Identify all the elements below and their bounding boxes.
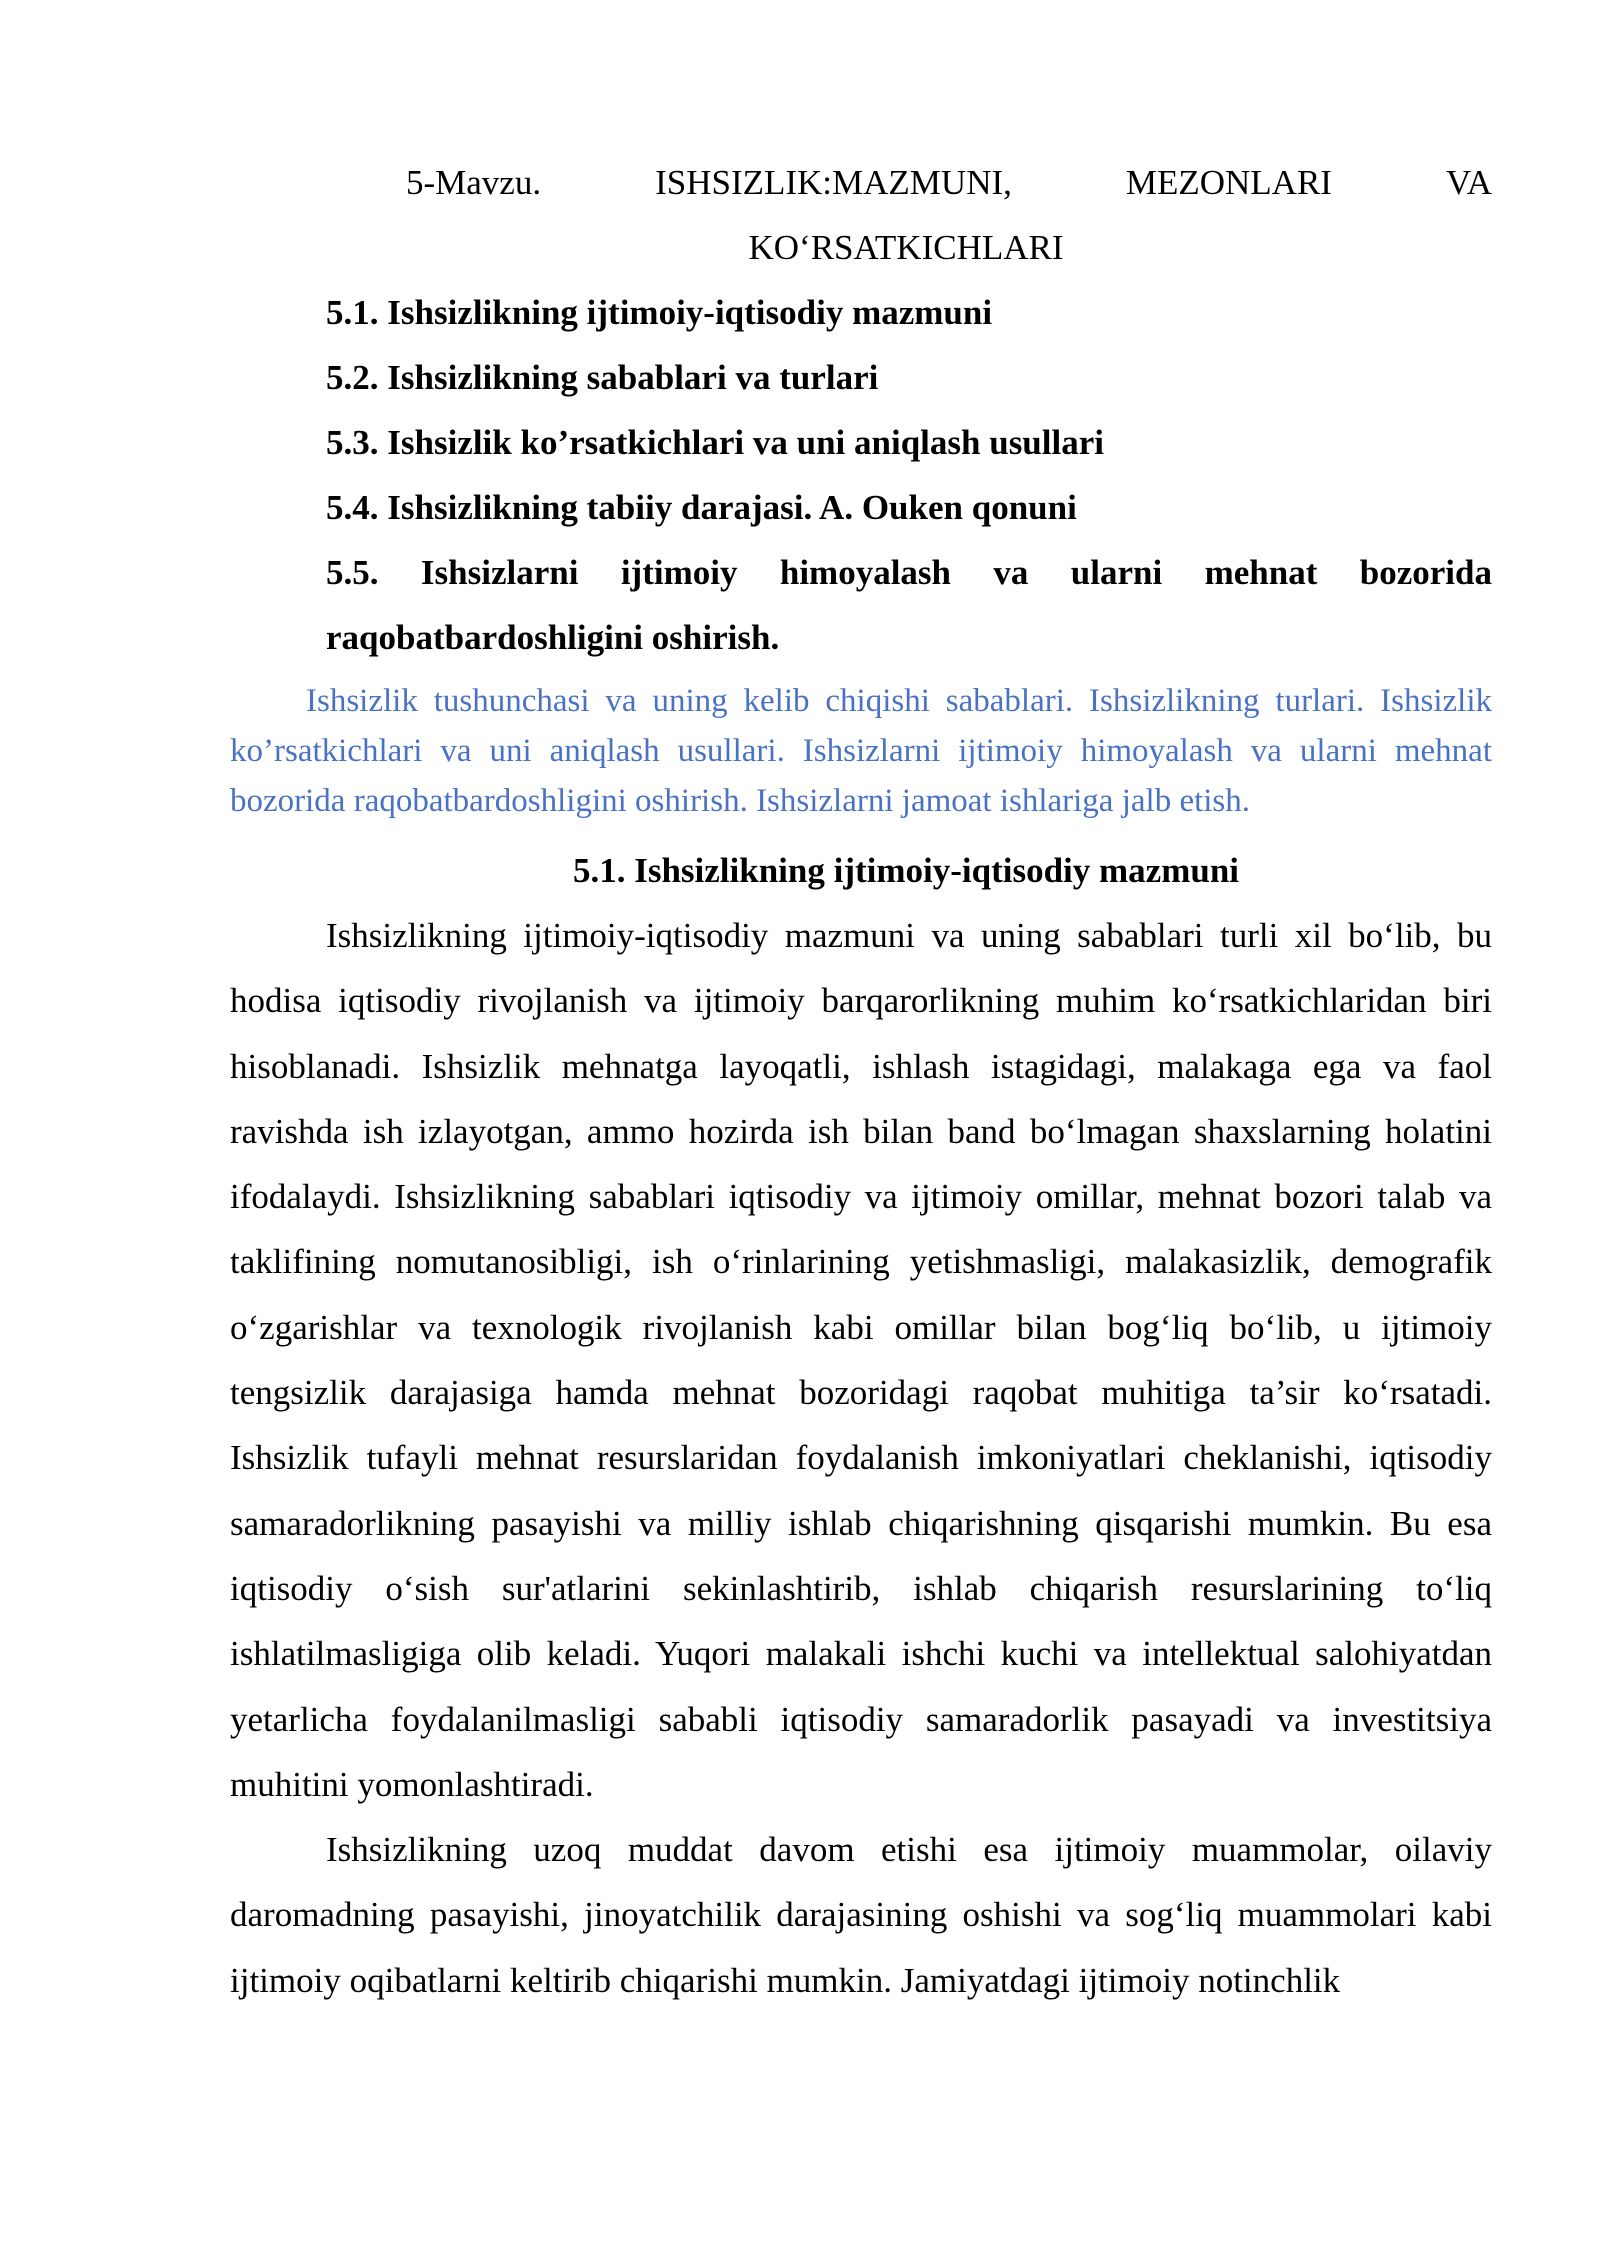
outline-item: 5.3. Ishsizlik ko’rsatkichlari va uni aniqlash usullari (326, 423, 1104, 462)
section-heading: 5.1. Ishsizlikning ijtimoiy-iqtisodiy mazmuni (572, 851, 1240, 890)
body-paragraph: Ishsizlikning ijtimoiy-iqtisodiy mazmuni va uning sabablari turli xil bo‘lib, bu hodisa iqtisodiy rivojlanish va ijtimoiy barqarorlikning muhim ko‘rsatkichlaridan biri hisoblanadi. Ishsizlik mehnatga layoqatli, ishlash istagidagi, malakaga ega va faol ravishda ish izlayotgan, ammo hozirda ish bilan band bo‘lmagan shaxslarning holatini ifodalaydi. Ishsizlikning sabablari iqtisodiy va ijtimoiy omillar, mehnat bozori talab va taklifining nomutanosibligi, ish o‘rinlarining yetishmasligi, malakasizlik, demografik o‘zgarishlar va texnologik rivojlanish kabi omillar bilan bog‘liq bo‘lib, u ijtimoiy tengsizlik darajasiga hamda mehnat bozoridagi raqobat muhitiga ta’sir ko‘rsatadi. Ishsizlik tufayli mehnat resurslaridan foydalanish imkoniyatlari cheklanishi, iqtisodiy samaradorlikning pasayishi va milliy ishlab chiqarishning qisqarishi mumkin. Bu esa iqtisodiy o‘sish sur'atlarini sekinlashtirib, ishlab chiqarish resurslarining to‘liq ishlatilmasligiga olib keladi. Yuqori malakali ishchi kuchi va intellektual salohiyatdan yetarlicha foydalanilmasligi sababli iqtisodiy samaradorlik pasayadi va investitsiya muhitini yomonlashtiradi. (230, 916, 1492, 1804)
topic-summary: Ishsizlik tushunchasi va uning kelib chiqishi sabablari. Ishsizlikning turlari. Ishsizlik ko’rsatkichlari va uni aniqlash usullari. Ishsizlarni ijtimoiy himoyalash va ularni mehnat bozorida raqobatbardoshligini oshirish. Ishsizlarni jamoat ishlariga jalb etish. (230, 683, 1492, 819)
topic-title-continued: KO‘RSATKICHLARI (748, 228, 1064, 267)
topic-title-word: MEZONLARI (1125, 163, 1332, 202)
outline-item: 5.2. Ishsizlikning sabablari va turlari (326, 358, 879, 397)
outline-item: 5.1. Ishsizlikning ijtimoiy-iqtisodiy mazmuni (326, 293, 993, 332)
topic-outline (326, 280, 1492, 670)
document-page (230, 150, 1492, 2013)
outline-item-line: 5.5. Ishsizlarni ijtimoiy himoyalash va ularni mehnat bozorida (326, 553, 1492, 592)
outline-item (326, 540, 1492, 670)
topic-title (406, 150, 1492, 215)
outline-item: 5.4. Ishsizlikning tabiiy darajasi. A. Ouken qonuni (326, 488, 1077, 527)
topic-title-word: 5-Mavzu. (406, 163, 542, 202)
body-paragraph: Ishsizlikning uzoq muddat davom etishi esa ijtimoiy muammolar, oilaviy daromadning pasayishi, jinoyatchilik darajasining oshishi va sog‘liq muammolari kabi ijtimoiy oqibatlarni keltirib chiqarishi mumkin. Jamiyatdagi ijtimoiy notinchlik (230, 1830, 1492, 2000)
topic-title-word: ISHSIZLIK:MAZMUNI, (655, 163, 1012, 202)
topic-title-word: VA (1445, 163, 1492, 202)
outline-item-line: raqobatbardoshligini oshirish. (326, 618, 780, 657)
